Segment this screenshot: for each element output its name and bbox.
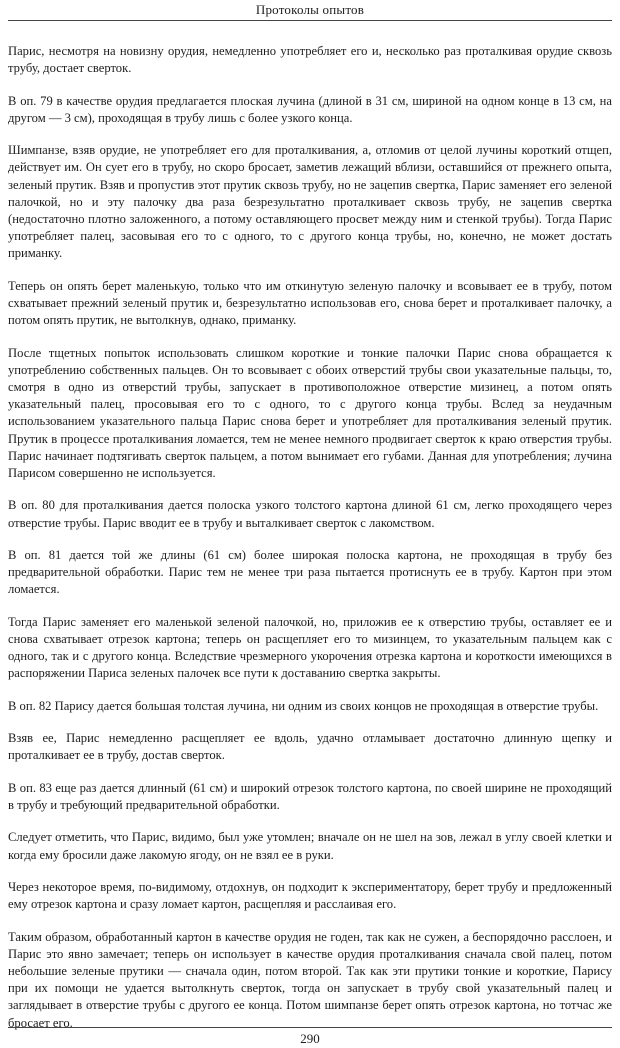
- paragraph: В оп. 80 для проталкивания дается полоска узкого толстого картона длиной 61 см, легко проходящего через отверстие трубы. Парис вводит ее в трубу и выталкивает сверток с лакомством.: [8, 498, 612, 530]
- paragraph: В оп. 81 дается той же длины (61 см) более широкая полоска картона, не проходящая в трубу без предварительной обработки. Парис тем не менее три раза пытается протиснуть ее в трубу. Картон при этом ломается.: [8, 548, 612, 597]
- paragraph: В оп. 79 в качестве орудия предлагается плоская лучина (длиной в 31 см, шириной на одном конце в 13 см, на другом — 3 см), проходящая в трубу лишь с более узкого конца.: [8, 93, 612, 125]
- footer-divider: [8, 1027, 612, 1028]
- paragraph: Таким образом, обработанный картон в качестве орудия не годен, так как не сужен, а беспорядочно расслоен, и Парис это явно замечает; теперь он использует в качестве орудия проталкивания сначала свой палец, потом небольшие зеленые прутики — сначала один, потом второй. Так как эти прутики тонкие и короткие, Парису при их помощи не удается вытолкнуть сверток, тогда он запускает в трубу свой указательный палец и заглядывает в отверстие трубы с другого ее конца. Потом шимпанзе берет опять отрезок картона, но тотчас же бросает его.: [8, 929, 612, 1030]
- paragraph: Следует отметить, что Парис, видимо, был уже утомлен; вначале он не шел на зов, лежал в углу своей клетки и когда ему бросили даже лакомую ягоду, он не взял ее в руки.: [8, 830, 612, 862]
- paragraph: После тщетных попыток использовать слишком короткие и тонкие палочки Парис снова обращается к употреблению собственных пальцев. Он то всовывает с обоих отверстий трубы свои указательные пальцы, то, смотря в одно из отверстий трубы, запускает в противоположное отверстие мизинец, а потом опять указательный палец, просовывая его то с одного, то с другого конца трубы. Вслед за неудачным использованием указательного пальца Парис снова берет и употребляет для проталкивания зеленый прутик. Прутик в процессе проталкивания ломается, тем не менее немного продвигает сверток к краю отверстия трубы. Парис начинает подтягивать сверток пальцем, а потом вынимает его губами. Данная для употребления; лучина Парисом совершенно не используется.: [8, 345, 612, 481]
- page-number: 290: [300, 1031, 320, 1046]
- paragraph: В оп. 82 Парису дается большая толстая лучина, ни одним из своих концов не проходящая в отверстие трубы.: [8, 698, 599, 713]
- paragraph: Тогда Парис заменяет его маленькой зеленой палочкой, но, приложив ее к отверстию трубы, оставляет ее и снова схватывает отрезок картона; теперь он расщепляет его то мизинцем, то указательным пальцем как с одного, так и с другого конца. Вследствие чрезмерного укорочения отрезка картона и короткости имеющихся в распоряжении Париса зеленых палочек все пути к доставанию свертка закрыты.: [8, 614, 612, 681]
- header-divider: [8, 20, 612, 21]
- body-text: [8, 43, 612, 1047]
- paragraph: Взяв ее, Парис немедленно расщепляет ее вдоль, удачно отламывает достаточно длинную щепку и проталкивает ее в трубу, достав сверток.: [8, 731, 612, 763]
- running-head: Протоколы опытов: [255, 2, 365, 17]
- paragraph: Теперь он опять берет маленькую, только что им откинутую зеленую палочку и всовывает ее в трубу, потом схватывает прежний зеленый прутик и, безрезультатно использовав его, снова берет и проталкивает палочку, а потом опять прутик, не вытолкнув, однако, приманку.: [8, 278, 612, 328]
- paragraph: Шимпанзе, взяв орудие, не употребляет его для проталкивания, а, отломив от целой лучины короткий отщеп, действует им. Он сует его в трубу, но скоро бросает, заметив лежащий вблизи, оставшийся от прежнего опыта, зеленый прутик. Взяв и пропустив этот прутик сквозь трубу, но не зацепив свертка, Парис заменяет его зеленой палочкой, но и эту палочку два раза безрезультатно проталкивает сквозь трубу, не зацепив свертка (недостаточно плотно заложенного, а потому оставляющего просвет между ним и стенкой трубы). Тогда Парис употребляет палец, засовывая его то с одного, то с другого конца трубы, но, конечно, не может достать приманку.: [8, 143, 612, 261]
- paragraph: В оп. 83 еще раз дается длинный (61 см) и широкий отрезок толстого картона, по своей ширине не проходящий в трубу и требующий предварительной обработки.: [8, 780, 612, 812]
- paragraph: Через некоторое время, по-видимому, отдохнув, он подходит к экспериментатору, берет трубу и предложенный ему отрезок картона и сразу ломает картон, расщепляя и расслаивая его.: [8, 879, 612, 912]
- paragraph: Парис, несмотря на новизну орудия, немедленно употребляет его и, несколько раз проталкивая орудие сквозь трубу, достает сверток.: [8, 44, 612, 76]
